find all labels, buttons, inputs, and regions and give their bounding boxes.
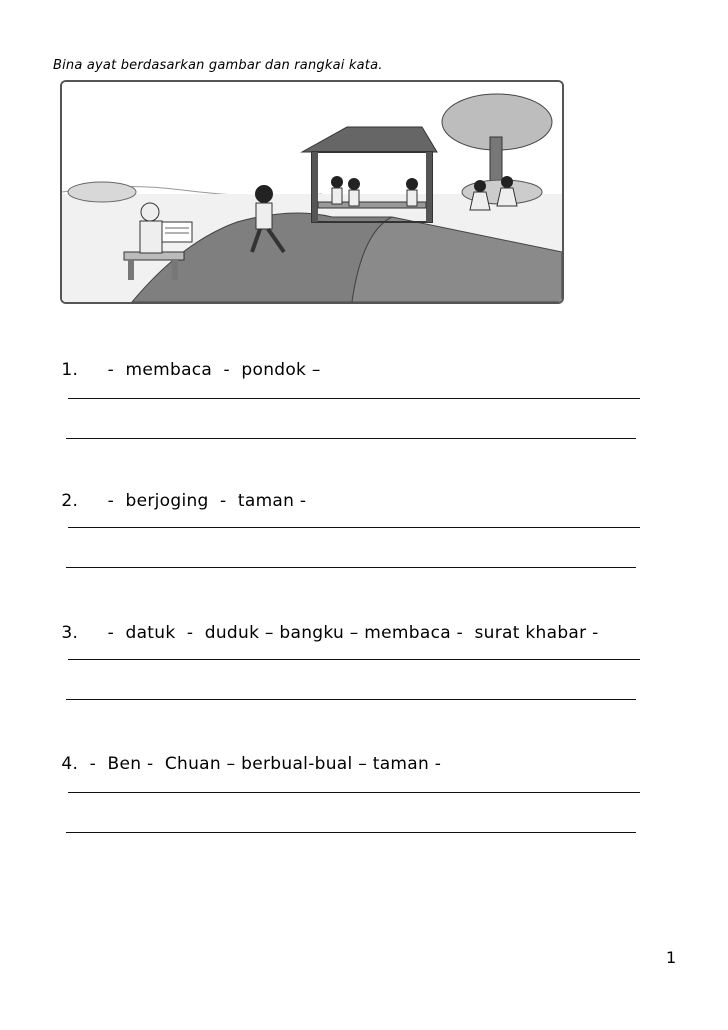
answer-line[interactable] (66, 832, 636, 833)
answer-line[interactable] (66, 438, 636, 439)
question-words: - Ben - Chuan – berbual-bual – taman - (78, 754, 442, 774)
page-number: 1 (666, 948, 677, 967)
answer-line[interactable] (68, 659, 640, 660)
answer-line[interactable] (68, 527, 640, 528)
question-4 (50, 734, 441, 774)
question-number: 4. (61, 754, 79, 774)
answer-line[interactable] (66, 699, 636, 700)
question-words: - membaca - pondok – (96, 360, 321, 380)
question-number: 3. (61, 623, 79, 643)
park-illustration (60, 80, 564, 304)
question-number: 2. (61, 491, 79, 511)
instruction-text: Bina ayat berdasarkan gambar dan rangkai kata. (53, 58, 383, 73)
question-words: - datuk - duduk – bangku – membaca - surat khabar - (96, 623, 599, 643)
question-2 (50, 471, 306, 511)
answer-line[interactable] (68, 398, 640, 399)
question-words: - berjoging - taman - (96, 491, 307, 511)
answer-line[interactable] (66, 567, 636, 568)
question-3 (50, 603, 599, 643)
question-number: 1. (61, 360, 79, 380)
answer-line[interactable] (68, 792, 640, 793)
question-1 (50, 340, 321, 380)
